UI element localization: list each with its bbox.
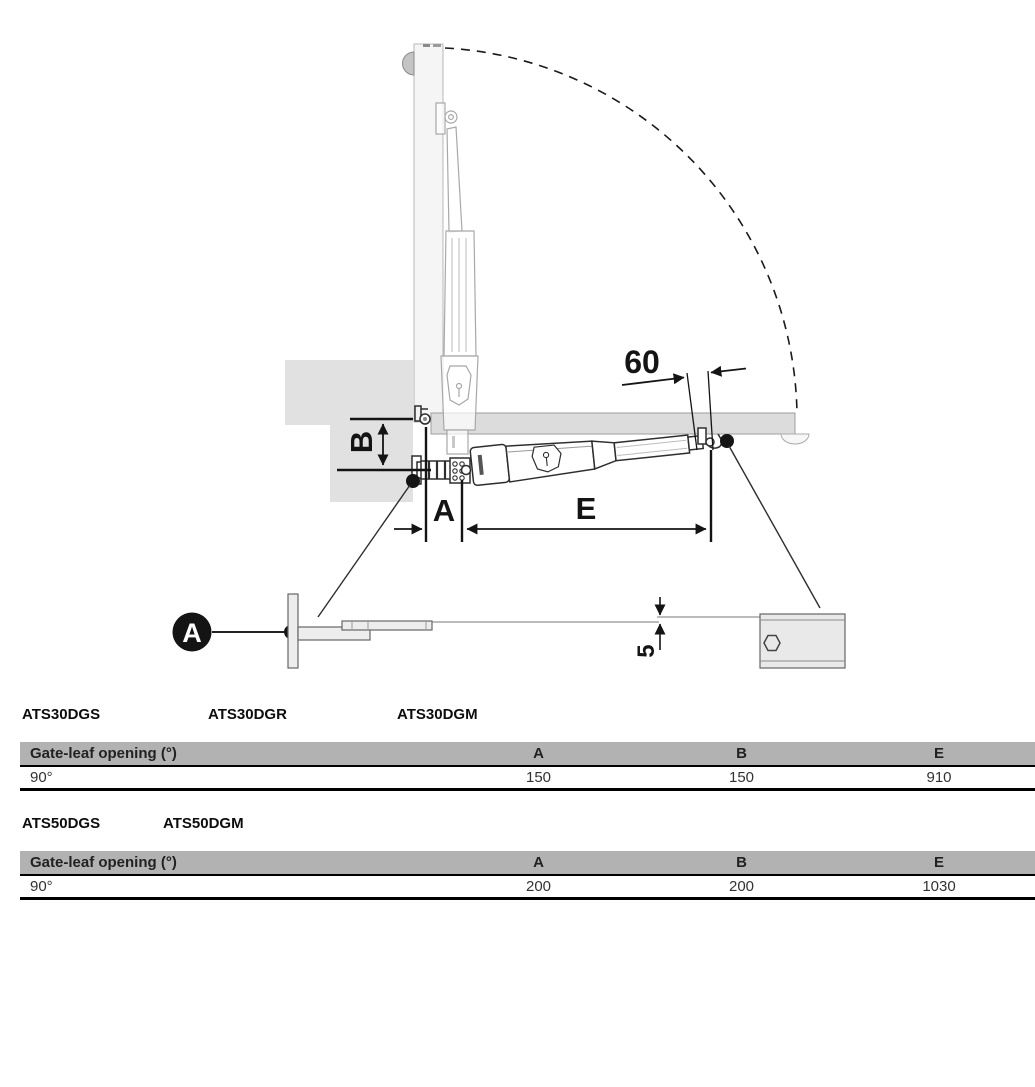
dimension-label-60: 60 [624, 344, 660, 380]
cell-e: 1030 [843, 875, 1035, 899]
model-name: ATS50DGS [22, 815, 101, 832]
front-leader-line [729, 446, 820, 608]
model-name: ATS30DGM [397, 706, 478, 723]
cell-a: 150 [437, 766, 640, 790]
gate-stop-open [403, 52, 414, 75]
col-header-b: B [640, 851, 843, 875]
gate-stop-closed [781, 434, 809, 444]
col-header-opening: Gate-leaf opening (°) [20, 742, 437, 766]
col-header-a: A [437, 742, 640, 766]
cell-a: 200 [437, 875, 640, 899]
cell-opening: 90° [20, 766, 437, 790]
col-header-e: E [843, 851, 1035, 875]
spec-table-ats50 [20, 851, 1035, 900]
table-header-row [20, 742, 1035, 766]
model-name: ATS50DGM [163, 815, 244, 832]
dimension-label-e: E [575, 491, 597, 526]
col-header-e: E [843, 742, 1035, 766]
cell-b: 150 [640, 766, 843, 790]
col-header-b: B [640, 742, 843, 766]
front-mount-dot [720, 434, 734, 448]
table-header-row [20, 851, 1035, 875]
table-row [20, 875, 1035, 899]
gate-leaf-open [414, 44, 443, 422]
rear-leader-line [318, 485, 410, 617]
swing-arc [445, 48, 797, 414]
cell-e: 910 [843, 766, 1035, 790]
detail-callout-a [173, 594, 433, 668]
table-row [20, 766, 1035, 790]
model-name: ATS30DGR [208, 706, 287, 723]
col-header-a: A [437, 851, 640, 875]
dimension-label-b: B [344, 430, 379, 454]
gate-leaf-closed [431, 413, 795, 434]
dimension-5 [432, 597, 761, 658]
hex-bolt [764, 636, 780, 651]
rear-mount-dot [406, 474, 420, 488]
col-header-opening: Gate-leaf opening (°) [20, 851, 437, 875]
callout-a-label: A [182, 618, 202, 648]
front-bracket-plate [760, 614, 845, 668]
hinge [415, 406, 430, 424]
dimension-label-a: A [432, 493, 456, 528]
spec-table-ats30 [20, 742, 1035, 791]
cell-b: 200 [640, 875, 843, 899]
dimension-label-5: 5 [633, 644, 660, 658]
model-name: ATS30DGS [22, 706, 101, 723]
cell-opening: 90° [20, 875, 437, 899]
